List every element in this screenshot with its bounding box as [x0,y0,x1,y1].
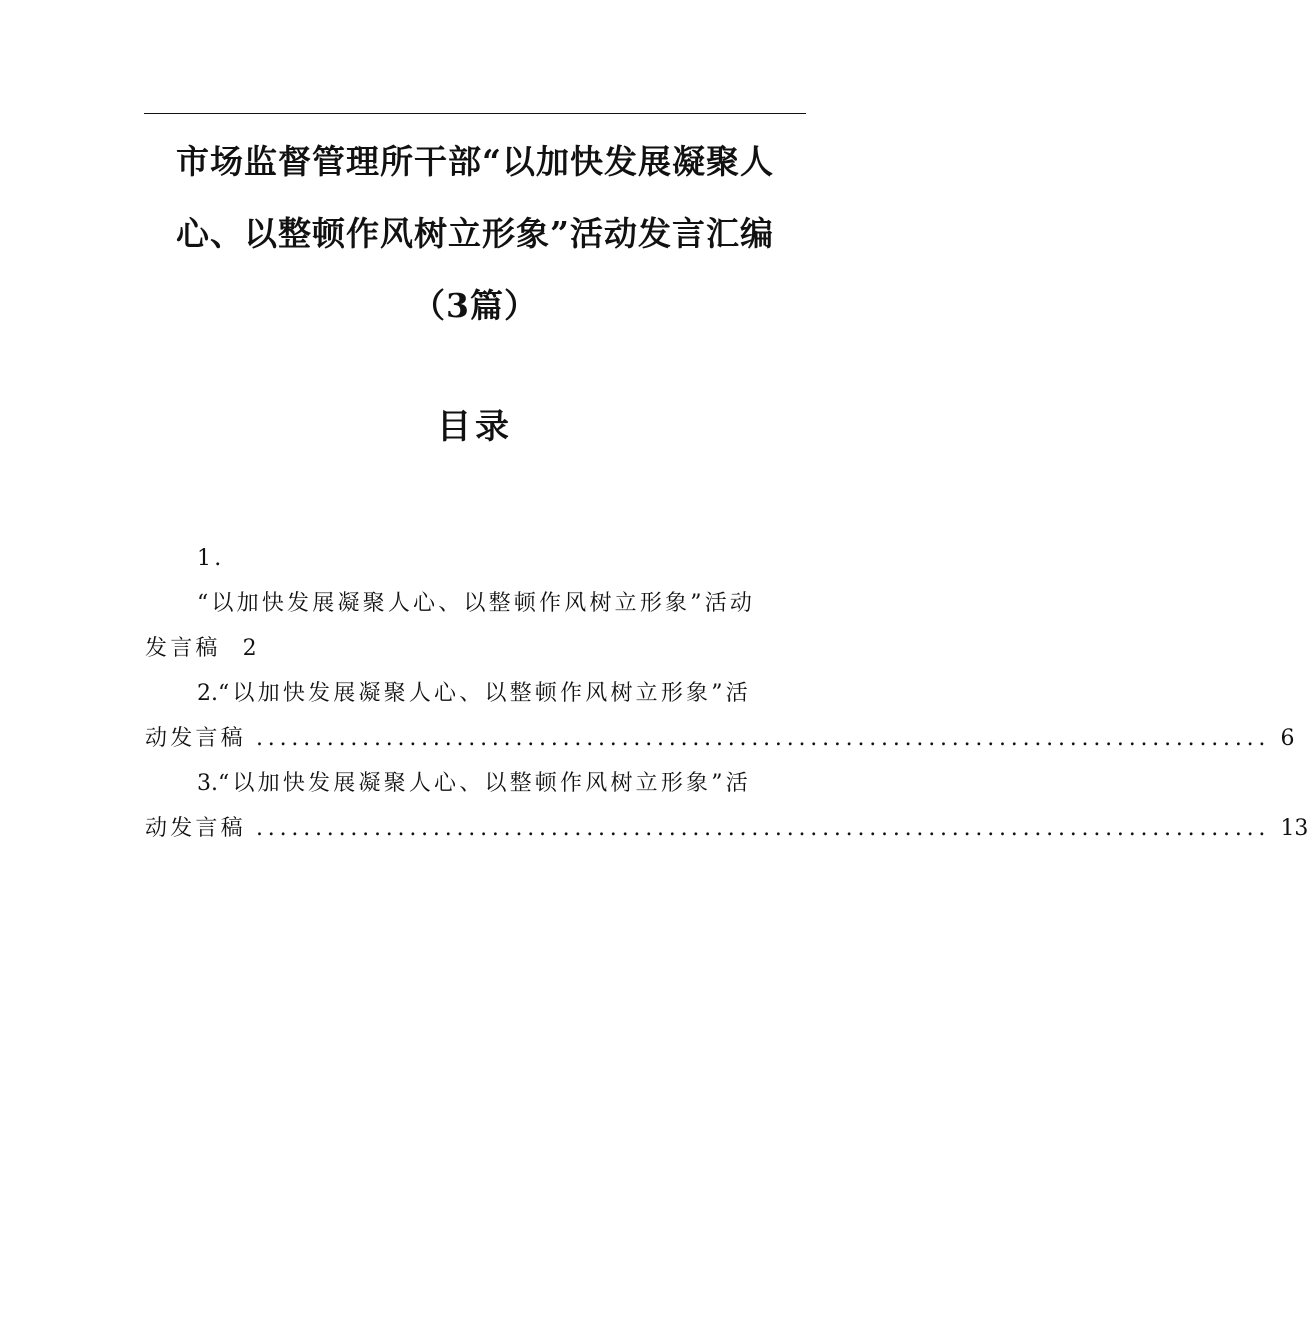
toc-heading: 目录 [437,407,513,447]
toc-entry-title[interactable] [145,761,805,806]
toc-entry-continuation[interactable] [145,626,805,671]
toc-entry-title-text: “以加快发展凝聚人心、以整顿作风树立形象”活 [218,681,751,706]
toc-entry-continuation[interactable] [145,716,1295,761]
toc-entry-number: 2. [197,681,218,706]
title-line: （3篇） [412,286,538,325]
toc-entry-number[interactable]: 1. [197,546,225,571]
toc-entry-continuation[interactable] [145,806,1308,851]
document-title [144,126,806,342]
toc-entry-title[interactable] [145,671,805,716]
title-line: 心、以整顿作风树立形象”活动发言汇编 [176,214,774,253]
toc-page-number: 13 [1280,816,1308,841]
table-of-contents [145,536,1308,851]
toc-entry-number: 3. [197,771,218,796]
toc-page-number: 2 [242,636,257,661]
toc-entry-title-end: 动发言稿 [145,816,246,841]
toc-entry-title-end: 发言稿 [145,636,221,661]
toc-page-number: 6 [1280,726,1295,751]
header-rule [144,113,806,114]
toc-entry-title-text: “以加快发展凝聚人心、以整顿作风树立形象”活 [218,771,751,796]
toc-leader-dots [256,726,1270,751]
toc-entry-title[interactable]: “以加快发展凝聚人心、以整顿作风树立形象”活动 [197,591,756,616]
title-line: 市场监督管理所干部“以加快发展凝聚人 [176,142,774,181]
toc-entry-title-end: 动发言稿 [145,726,246,751]
toc-leader-dots [256,816,1270,841]
